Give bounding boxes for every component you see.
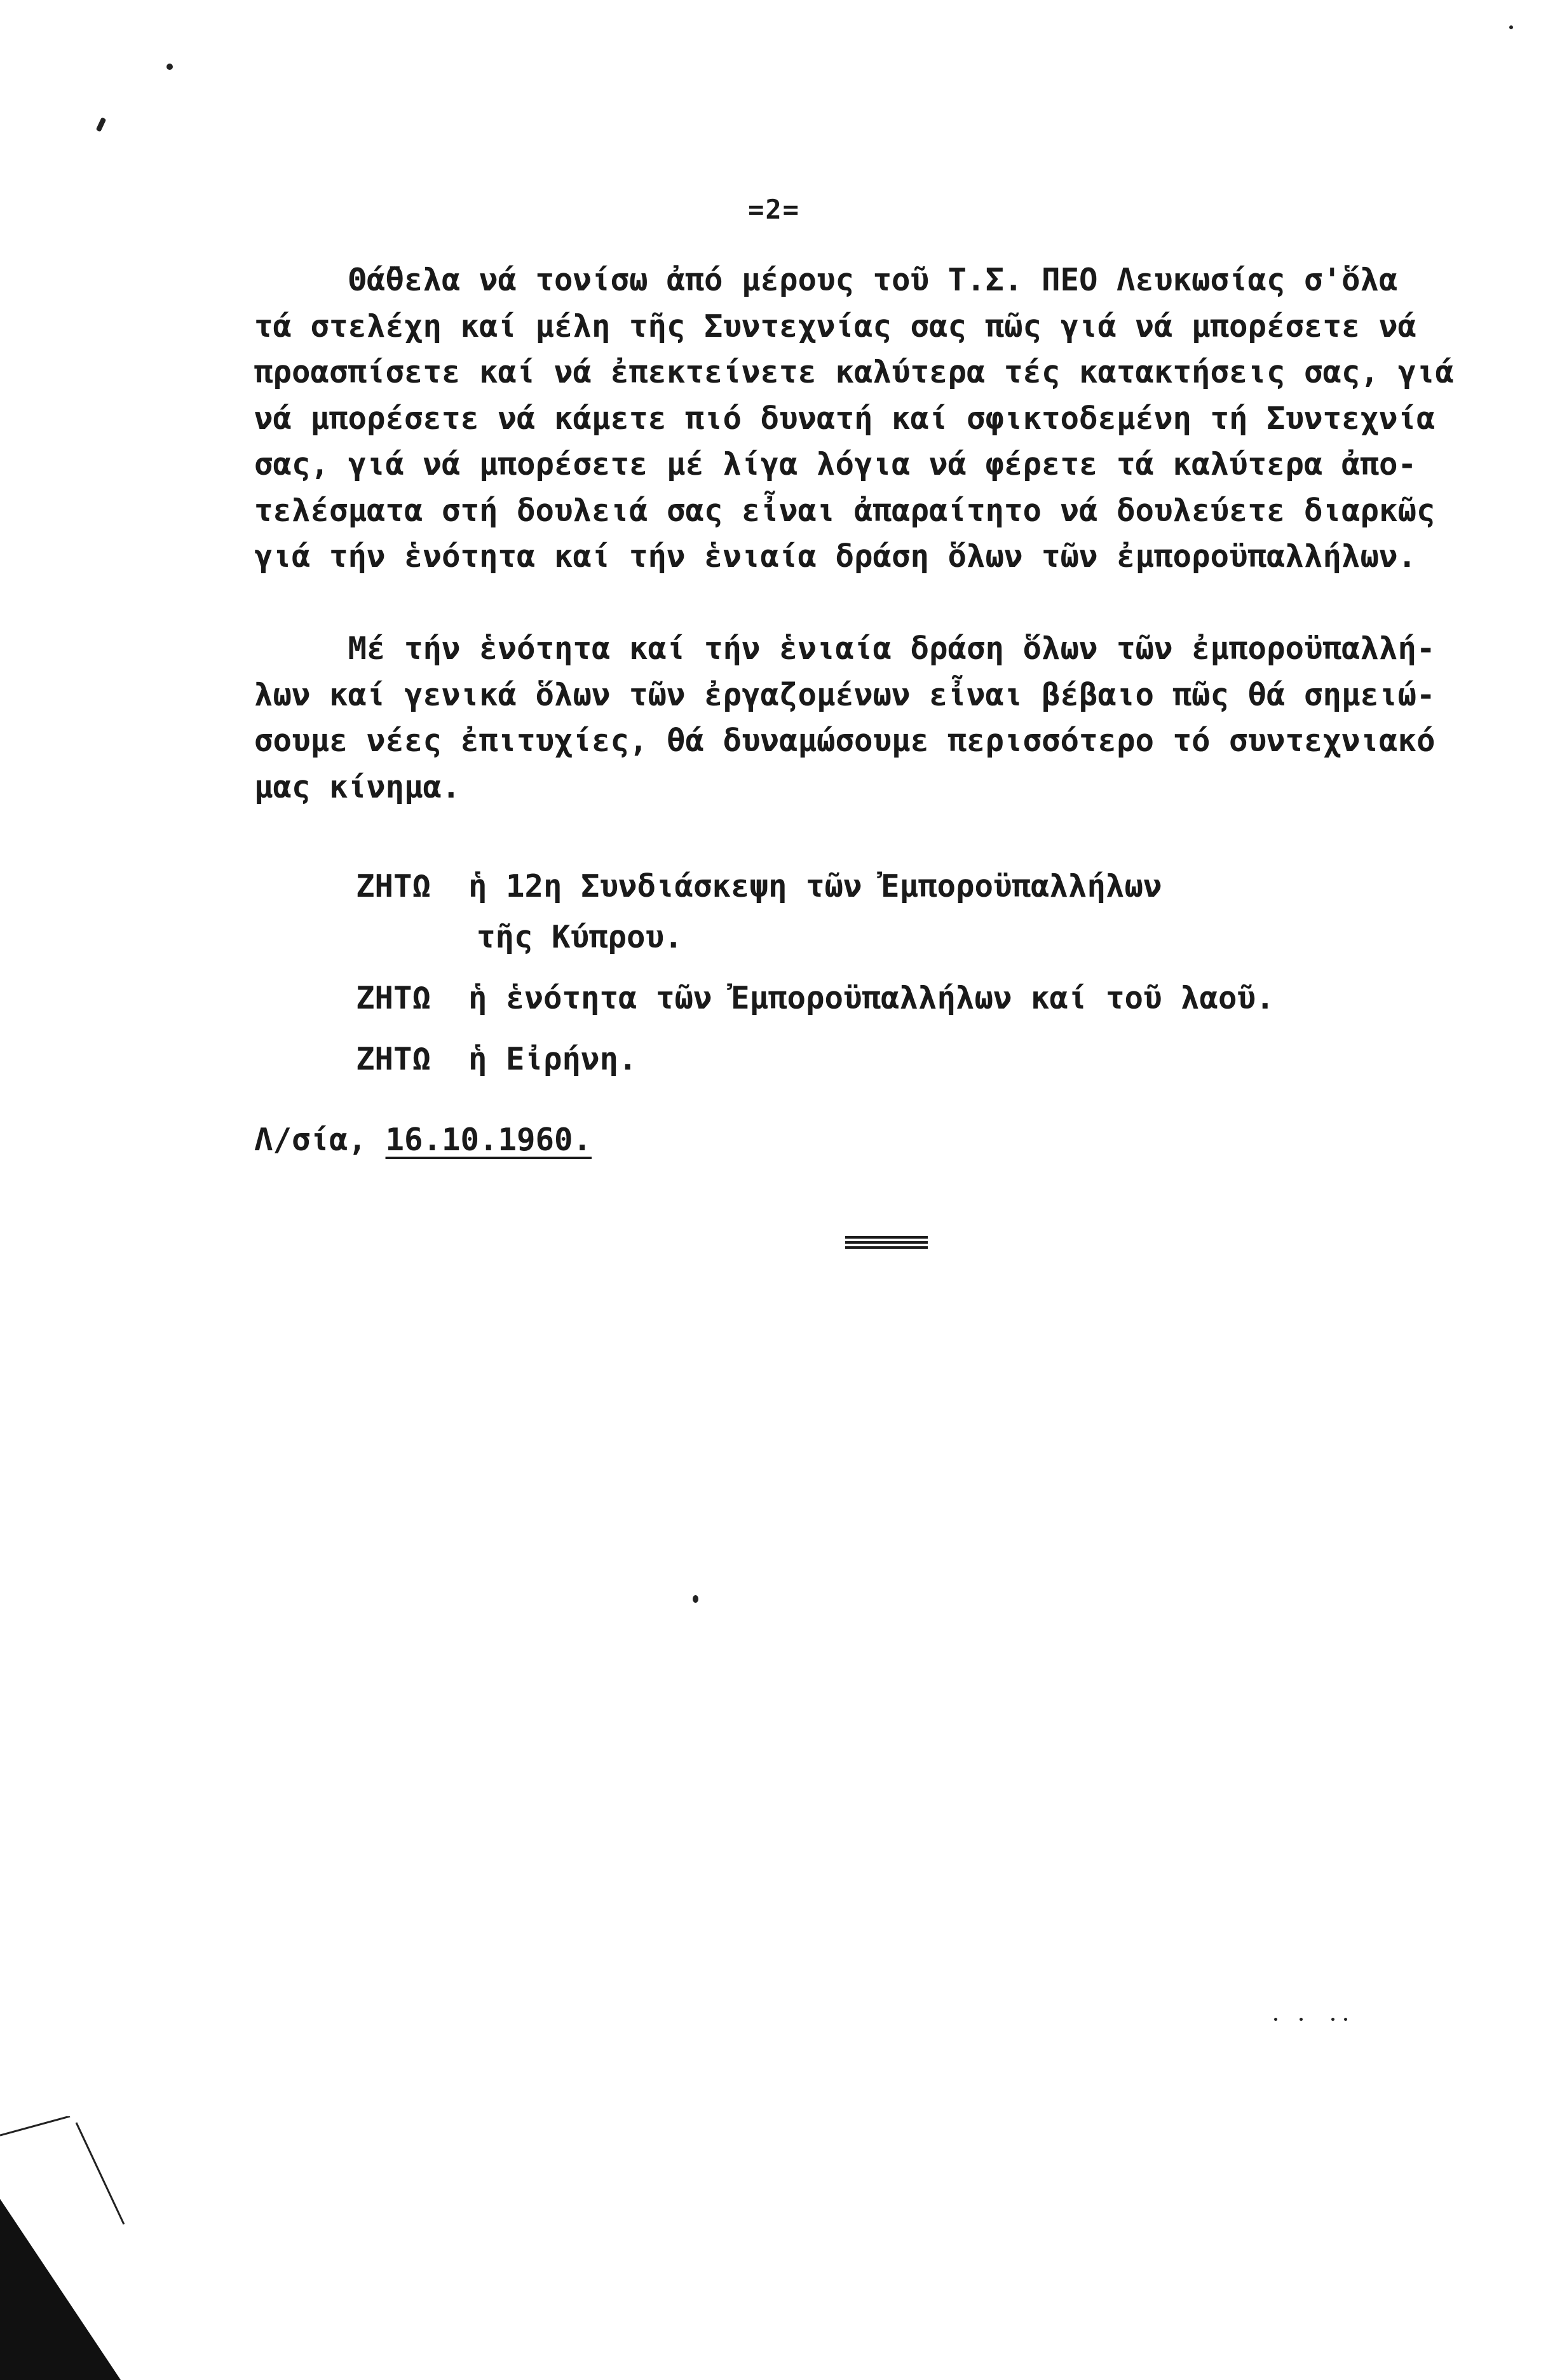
scan-speck <box>1274 2018 1277 2021</box>
page-number: =2= <box>748 194 800 225</box>
paragraph-line: τελέσματα στή δουλειά σας εἶναι ἀπαραίτητο νά δουλεύετε διαρκῶς <box>254 492 1436 529</box>
scan-speck <box>693 1595 698 1603</box>
signoff <box>254 1122 592 1158</box>
paragraph-line: σας, γιά νά μπορέσετε μέ λίγα λόγια νά φέρετε τά καλύτερα ἀπο- <box>254 446 1417 482</box>
slogan-item <box>356 1034 1275 1085</box>
scan-speck <box>1509 25 1513 29</box>
slogan-text: ΖΗΤΩ ἡ ἑνότητα τῶν Ἐμποροϋπαλλήλων καί τοῦ λαοῦ. <box>356 980 1275 1016</box>
paragraph-line: μας κίνημα. <box>254 768 461 805</box>
paragraph-line: γιά τήν ἑνότητα καί τήν ἑνιαία δράση ὅλων τῶν ἐμποροϋπαλλήλων. <box>254 538 1417 575</box>
end-rule <box>845 1236 928 1248</box>
scan-speck <box>166 64 173 70</box>
paragraph-line: σουμε νέες ἐπιτυχίες, θά δυναμώσουμε περισσότερο τό συντεχνιακό <box>254 723 1436 759</box>
paragraph-line: Θά̈θελα νά τονίσω ἀπό μέρους τοῦ Τ.Σ. ΠΕΟ Λευκωσίας σ'ὅλα <box>254 262 1398 298</box>
slogan-text: ΖΗΤΩ ἡ 12η Συνδιάσκεψη τῶν Ἐμποροϋπαλλήλων <box>356 868 1162 904</box>
paragraph-line: νά μπορέσετε νά κάμετε πιό δυνατή καί σφικτοδεμένη τή Συντεχνία <box>254 400 1436 437</box>
slogan-continuation: τῆς Κύπρου. <box>477 919 683 955</box>
paragraph-1 <box>254 257 1500 580</box>
paragraph-line: Μέ τήν ἑνότητα καί τήν ἑνιαία δράση ὅλων τῶν ἐμποροϋπαλλή- <box>254 630 1436 667</box>
scan-speck <box>1344 2018 1347 2021</box>
slogan-item <box>356 861 1275 963</box>
paragraph-2 <box>254 626 1500 810</box>
scan-speck <box>1331 2018 1334 2021</box>
slogan-item <box>356 973 1275 1024</box>
paragraph-line: τά στελέχη καί μέλη τῆς Συντεχνίας σας πῶς γιά νά μπορέσετε νά <box>254 308 1417 344</box>
scan-speck <box>96 117 107 132</box>
signoff-date: 16.10.1960. <box>385 1122 592 1158</box>
scan-speck <box>1300 2018 1303 2021</box>
paragraph-line: προασπίσετε καί νά ἐπεκτείνετε καλύτερα τές κατακτήσεις σας, γιά <box>254 354 1455 390</box>
paragraph-line: λων καί γενικά ὅλων τῶν ἐργαζομένων εἶναι βέβαιο πῶς θά σημειώ- <box>254 676 1436 713</box>
signoff-place: Λ/σία, <box>254 1122 367 1158</box>
slogan-list <box>356 861 1275 1085</box>
slogan-text: ΖΗΤΩ ἡ Εἰρήνη. <box>356 1041 637 1077</box>
scan-edge-mark <box>0 2116 191 2380</box>
